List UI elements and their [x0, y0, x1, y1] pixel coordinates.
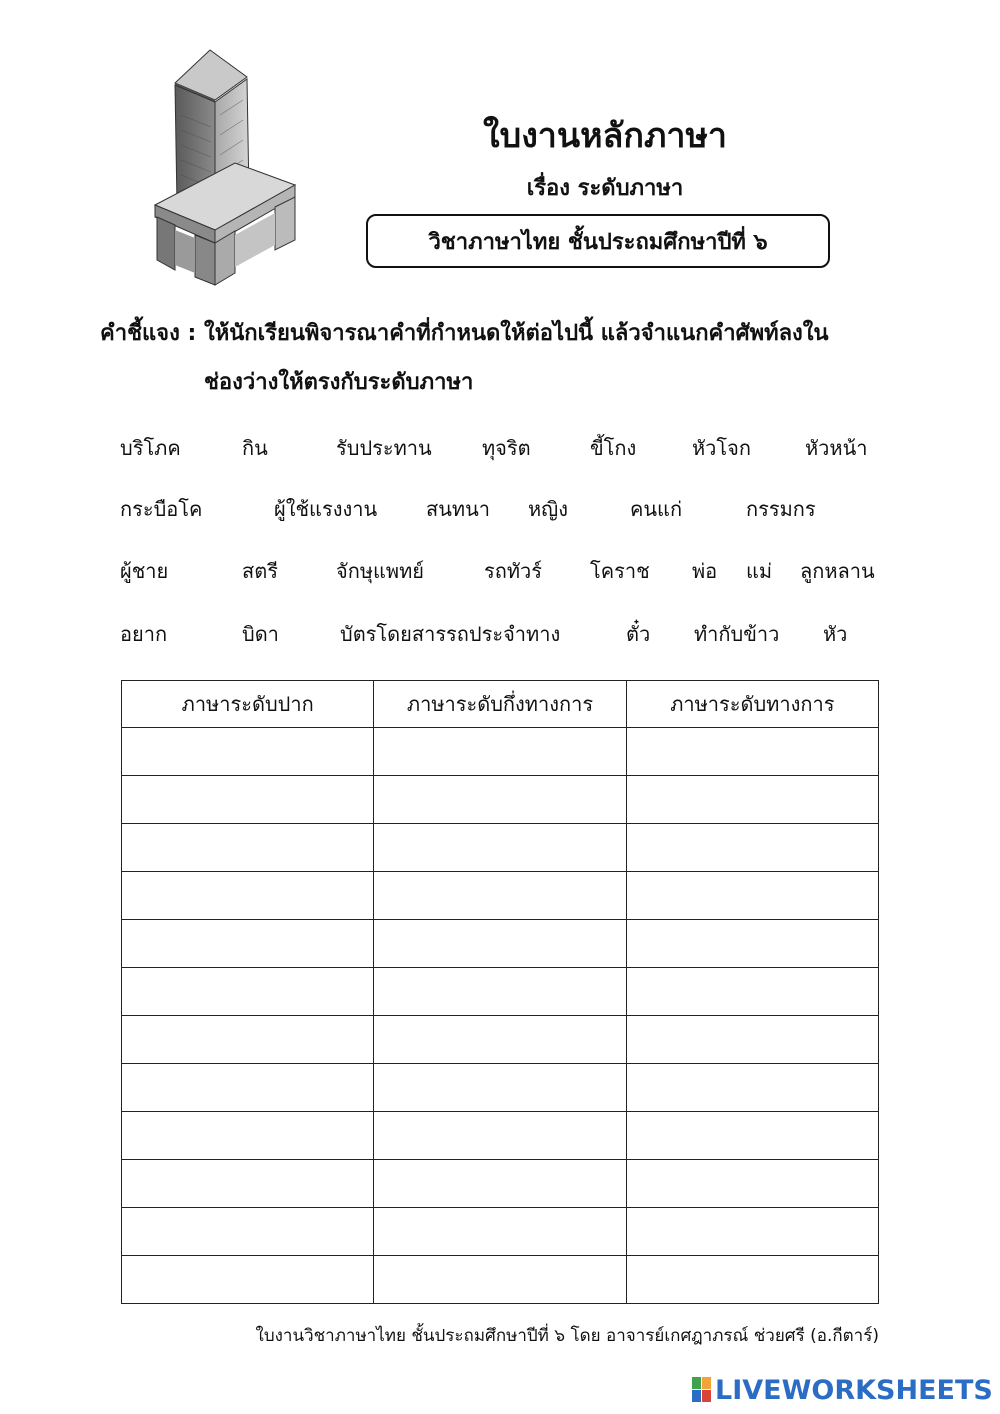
footer-credit: ใบงานวิชาภาษาไทย ชั้นประถมศึกษาปีที่ ๖ โดย อาจารย์เกศฎาภรณ์ ช่วยศรี (อ.กีตาร์): [255, 1326, 879, 1346]
answer-cell[interactable]: [374, 776, 626, 824]
answer-cell[interactable]: [374, 1064, 626, 1112]
word-item: แม่: [746, 559, 773, 583]
word-item: หญิง: [528, 497, 568, 521]
answer-cell[interactable]: [374, 1112, 626, 1160]
word-item: คนแก่: [630, 497, 683, 521]
answer-table: [121, 680, 879, 1304]
subject-label: วิชาภาษาไทย ชั้นประถมศึกษาปีที่ ๖: [428, 229, 768, 255]
word-item: สตรี: [242, 559, 278, 583]
word-item: ผู้ชาย: [120, 559, 169, 583]
word-item: รับประทาน: [336, 436, 432, 460]
table-row: [122, 968, 879, 1016]
answer-cell[interactable]: [374, 872, 626, 920]
answer-cell[interactable]: [626, 1160, 878, 1208]
liveworksheets-logo[interactable]: [692, 1372, 993, 1408]
word-item: สนทนา: [426, 497, 490, 521]
answer-cell[interactable]: [374, 728, 626, 776]
table-row: [122, 1160, 879, 1208]
word-item: ขี้โกง: [590, 436, 637, 460]
table-row: [122, 728, 879, 776]
word-item: กรรมกร: [746, 497, 816, 521]
worksheet-title: ใบงานหลักภาษา: [483, 116, 727, 156]
word-item: หัวโจก: [692, 436, 751, 460]
word-item: ตั๋ว: [626, 622, 651, 646]
word-item: ทำกับข้าว: [694, 622, 780, 646]
instructions-label: คำชี้แจง :: [100, 321, 197, 346]
answer-cell[interactable]: [626, 1016, 878, 1064]
answer-cell[interactable]: [374, 1160, 626, 1208]
answer-cell[interactable]: [122, 968, 374, 1016]
answer-cell[interactable]: [374, 1256, 626, 1304]
word-item: บัตรโดยสารรถประจำทาง: [340, 622, 561, 646]
liveworksheets-logo-text: LIVEWORKSHEETS: [715, 1374, 993, 1406]
column-header-formal: ภาษาระดับทางการ: [626, 681, 878, 728]
answer-cell[interactable]: [122, 1064, 374, 1112]
answer-cell[interactable]: [374, 920, 626, 968]
answer-cell[interactable]: [626, 824, 878, 872]
word-item: บริโภค: [120, 436, 181, 460]
word-item: กิน: [242, 436, 268, 460]
answer-cell[interactable]: [626, 920, 878, 968]
answer-cell[interactable]: [374, 1208, 626, 1256]
answer-cell[interactable]: [122, 872, 374, 920]
answer-cell[interactable]: [122, 1112, 374, 1160]
table-row: [122, 1112, 879, 1160]
word-item: รถทัวร์: [484, 559, 543, 583]
instructions-line-1: ให้นักเรียนพิจารณาคำที่กำหนดให้ต่อไปนี้ แล้วจำแนกคำศัพท์ลงใน: [204, 321, 829, 346]
word-item: ทุจริต: [482, 436, 531, 460]
answer-cell[interactable]: [122, 1208, 374, 1256]
table-row: [122, 1064, 879, 1112]
table-header-row: [122, 681, 879, 728]
word-item: บิดา: [242, 622, 279, 646]
answer-cell[interactable]: [374, 824, 626, 872]
word-item: กระบือโค: [120, 497, 203, 521]
answer-cell[interactable]: [626, 728, 878, 776]
table-row: [122, 1256, 879, 1304]
answer-cell[interactable]: [122, 824, 374, 872]
answer-cell[interactable]: [626, 776, 878, 824]
worksheet-subtitle: เรื่อง ระดับภาษา: [526, 176, 684, 201]
liveworksheets-logo-icon: [692, 1377, 712, 1403]
table-row: [122, 824, 879, 872]
answer-cell[interactable]: [122, 728, 374, 776]
stone-pillar-illustration: [135, 45, 310, 290]
word-item: พ่อ: [692, 559, 718, 583]
column-header-semi-formal: ภาษาระดับกึ่งทางการ: [374, 681, 626, 728]
column-header-colloquial: ภาษาระดับปาก: [122, 681, 374, 728]
word-item: ลูกหลาน: [800, 559, 875, 583]
answer-cell[interactable]: [626, 1208, 878, 1256]
table-row: [122, 1208, 879, 1256]
word-item: โคราช: [590, 559, 650, 583]
subject-box: [366, 214, 830, 268]
word-item: จักษุแพทย์: [336, 559, 424, 583]
answer-cell[interactable]: [122, 920, 374, 968]
answer-cell[interactable]: [122, 1256, 374, 1304]
word-item: หัว: [823, 622, 848, 646]
word-item: ผู้ใช้แรงงาน: [274, 497, 378, 521]
word-item: อยาก: [120, 622, 168, 646]
table-row: [122, 776, 879, 824]
answer-cell[interactable]: [374, 968, 626, 1016]
answer-cell[interactable]: [626, 872, 878, 920]
table-row: [122, 920, 879, 968]
answer-cell[interactable]: [626, 1112, 878, 1160]
answer-cell[interactable]: [122, 1160, 374, 1208]
answer-cell[interactable]: [122, 776, 374, 824]
word-item: หัวหน้า: [805, 436, 868, 460]
answer-cell[interactable]: [626, 1064, 878, 1112]
answer-cell[interactable]: [626, 968, 878, 1016]
answer-cell[interactable]: [626, 1256, 878, 1304]
answer-cell[interactable]: [374, 1016, 626, 1064]
table-row: [122, 1016, 879, 1064]
table-row: [122, 872, 879, 920]
instructions-line-2: ช่องว่างให้ตรงกับระดับภาษา: [204, 370, 474, 395]
answer-cell[interactable]: [122, 1016, 374, 1064]
